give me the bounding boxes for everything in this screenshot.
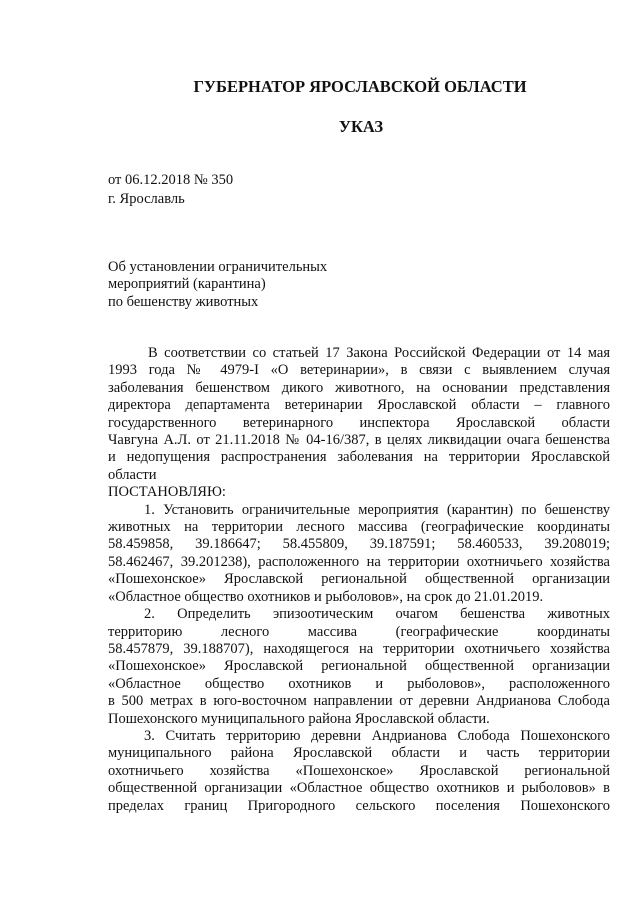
document-meta <box>108 171 233 209</box>
subject-line: Об установлении ограничительных <box>108 259 328 275</box>
issuer-heading: ГУБЕРНАТОР ЯРОСЛАВСКОЙ ОБЛАСТИ <box>193 77 527 96</box>
text-line: охотничьего хозяйства «Пошехонское» Ярославской региональной <box>108 762 610 779</box>
text-line: 58.457879, 39.188707), находящегося на территории охотничьего хозяйства <box>108 640 610 657</box>
text-line: области <box>108 466 157 483</box>
text-line: 2. Определить эпизоотическим очагом бешенства животных <box>144 606 610 623</box>
text-line: пределах границ Пригородного сельского поселения Пошехонского <box>108 797 610 814</box>
text-line: 3. Считать территорию деревни Андрианова Слобода Пошехонского <box>144 727 610 744</box>
decree-word: ПОСТАНОВЛЯЮ: <box>108 484 226 501</box>
text-line: 1. Установить ограничительные мероприятия (карантин) по бешенству <box>144 501 610 518</box>
text-line: общественной организации «Областное общество охотников и рыболовов» в <box>108 780 610 797</box>
text-line: Чавгуна А.Л. от 21.11.2018 № 04-16/387, в целях ликвидации очага бешенства <box>108 432 610 449</box>
text-line: животных на территории лесного массива (географические координаты <box>108 519 610 536</box>
text-line: Пошехонского муниципального района Ярославской области. <box>108 710 490 727</box>
city: г. Ярославль <box>108 191 185 207</box>
document-type-heading: УКАЗ <box>338 117 384 136</box>
text-line: 58.462467, 39.201238), расположенного на территории охотничьего хозяйства <box>108 553 610 570</box>
text-line: В соответствии со статьей 17 Закона Российской Федерации от 14 мая <box>148 345 610 361</box>
text-line: в 500 метрах в юго-восточном направлении от деревни Андрианова Слобода <box>108 693 610 710</box>
text-line: «Областное общество охотников и рыболовов», на срок до 21.01.2019. <box>108 588 544 605</box>
text-line: территорию лесного массива (географические координаты <box>108 623 610 640</box>
date-number: от 06.12.2018 № 350 <box>108 172 234 188</box>
document-body <box>108 345 610 815</box>
document-subject <box>108 259 327 311</box>
subject-line: по бешенству животных <box>108 293 259 310</box>
text-line: «Пошехонское» Ярославской региональной общественной организации <box>108 571 610 588</box>
text-line: муниципального района Ярославской области и часть территории <box>108 745 610 762</box>
text-line: государственного ветеринарного инспектора Ярославской области <box>108 414 610 431</box>
text-line: 1993 года № 4979-I «О ветеринарии», в связи с выявлением случая <box>108 362 610 379</box>
text-line: 58.459858, 39.186647; 58.455809, 39.187591; 58.460533, 39.208019; <box>108 536 610 553</box>
text-line: и недопущения распространения заболевания на территории Ярославской <box>108 449 610 466</box>
text-line: «Областное общество охотников и рыболовов», расположенного <box>108 675 610 692</box>
text-line: «Пошехонское» Ярославской региональной общественной организации <box>108 658 610 675</box>
text-line: заболевания бешенством дикого животного, на основании представления <box>108 379 610 396</box>
text-line: директора департамента ветеринарии Ярославской области – главного <box>108 397 610 414</box>
subject-line: мероприятий (карантина) <box>108 276 266 293</box>
